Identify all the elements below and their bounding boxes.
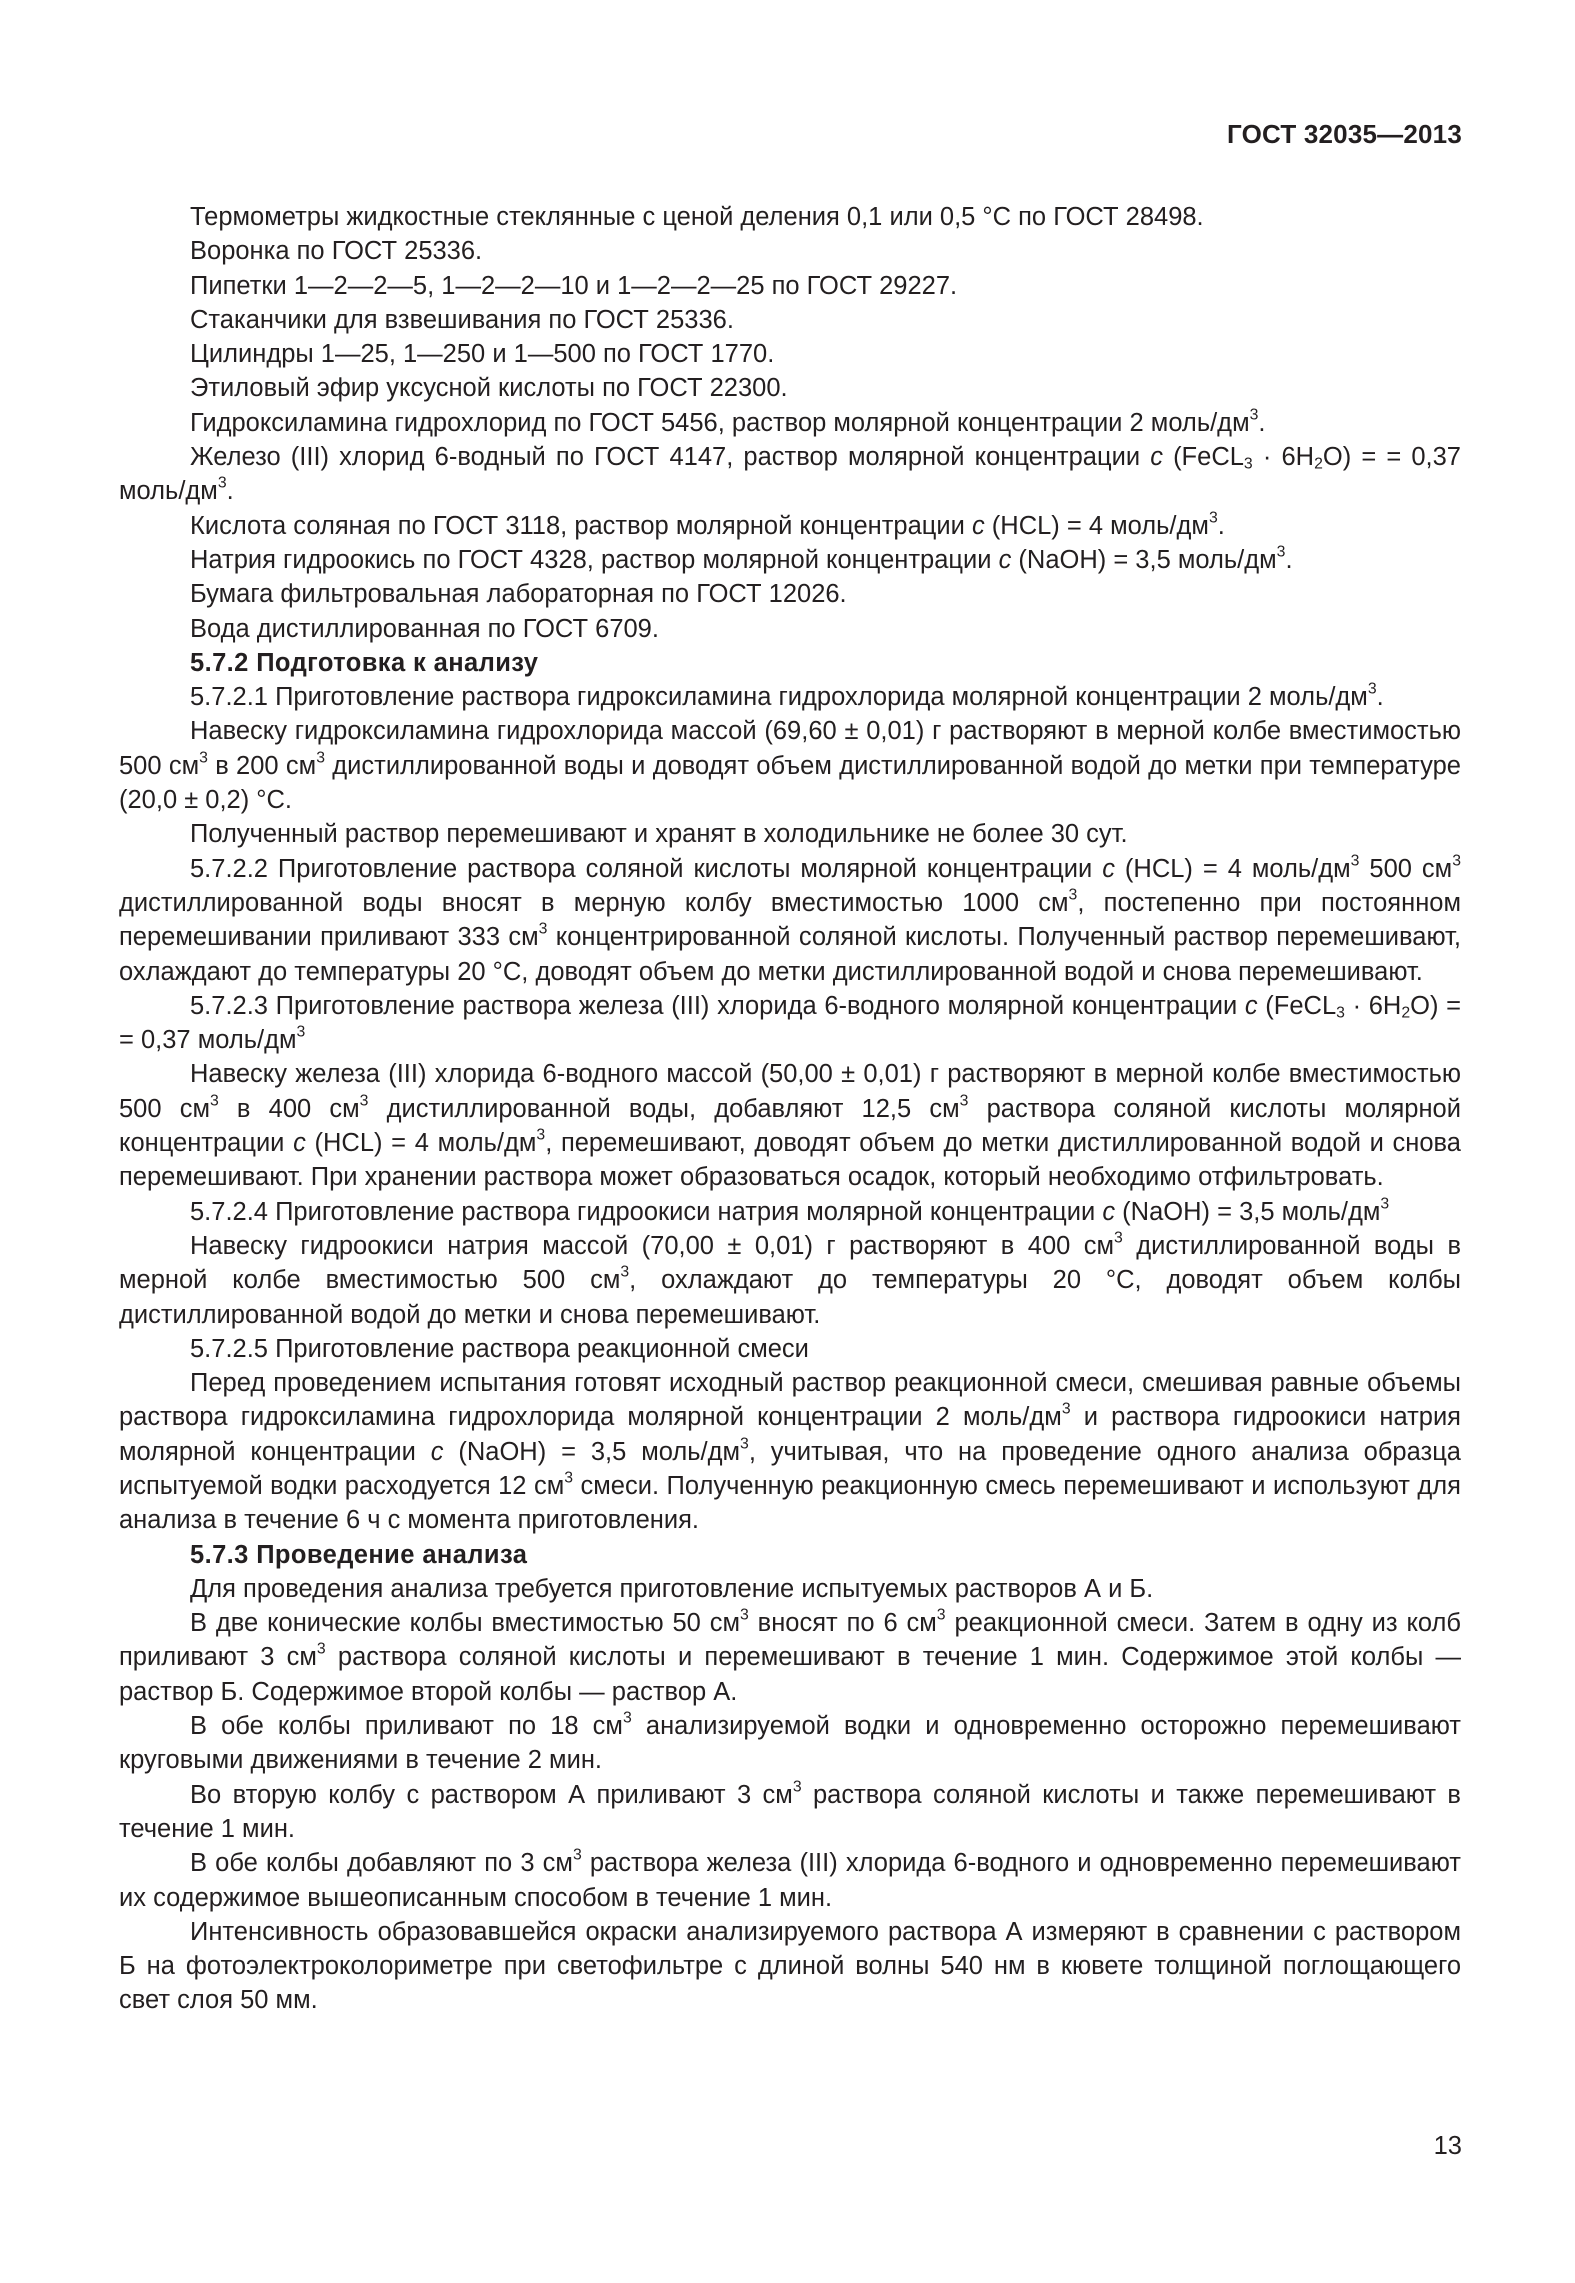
page-number: 13 xyxy=(1433,2132,1462,2160)
paragraph: В обе колбы приливают по 18 $см^3$ анализируемой водки и одновременно осторожно перемешивают круговыми движениями в течение 2 мин. xyxy=(119,1709,1461,1775)
paragraph: В две конические колбы вместимостью 50 $см^3$ вносят по 6 $см^3$ реакционной смеси. Затем в одну из колб приливают 3 $см^3$ раствора соляной кислоты и перемешивают в течение 1 мин. Содержимое этой колбы — раствор Б. Содержимое второй колбы — раствор А. xyxy=(119,1606,1462,1706)
paragraph: 5.7.2.3 Приготовление раствора железа (III) хлорида 6-водного молярной концентрации с (FeCL$_3$ · $6H_2O$) = = 0,37 моль/$дм^3$ xyxy=(119,991,1462,1055)
header-doc-code: ГОСТ 32035—2013 xyxy=(1227,119,1462,149)
paragraph: Перед проведением испытания готовят исходный раствор реакционной смеси, смешивая равные объемы раствора гидроксиламина гидрохлорида молярной концентрации 2 моль/$дм^3$ и раствора гидроокиси натрия молярной концентрации с (NaOH) = 3,5 моль/$дм^3$, учитывая, что на проведение одного анализа образца испытуемой водки расходуется 12 $см^3$ смеси. Полученную реакционную смесь перемешивают и используют для анализа в течение 6 ч с момента приготовления. xyxy=(119,1369,1461,1535)
paragraph: Полученный раствор перемешивают и хранят в холодильнике не более 30 сут. xyxy=(190,820,1128,849)
paragraph: Интенсивность образовавшейся окраски анализируемого раствора А измеряют в сравнении с раствором Б на фотоэлектроколориметре при светофильтре с длиной волны 540 нм в кювете толщиной поглощающего свет слоя 50 мм. xyxy=(119,1917,1461,2015)
section-heading-5-7-2: 5.7.2 Подготовка к анализу xyxy=(190,648,539,677)
paragraph: 5.7.2.2 Приготовление раствора соляной кислоты молярной концентрации с (HCL) = 4 моль/$дм^3$ 500 $см^3$ дистиллированной воды вносят в мерную колбу вместимостью 1000 $см^3$, постепенно при постоянном перемешивании приливают 333 $см^3$ концентрированной соляной кислоты. Полученный раствор перемешивают, охлаждают до температуры 20 °С, доводят объем до метки дистиллированной водой и снова перемешивают. xyxy=(119,852,1461,986)
list-item: Термометры жидкостные стеклянные с ценой деления 0,1 или 0,5 °С по ГОСТ 28498. xyxy=(190,203,1204,231)
paragraph: Навеску железа (III) хлорида 6-водного массой (50,00 ± 0,01) г растворяют в мерной колбе вместимостью 500 $см^3$ в 400 $см^3$ дистиллированной воды, добавляют 12,5 $см^3$ раствора соляной кислоты молярной концентрации с (HCL) = 4 моль/$дм^3$, перемешивают, доводят объем до метки дистиллированной водой и снова перемешивают. При хранении раствора может образоваться осадок, который необходимо отфильтровать. xyxy=(119,1060,1461,1192)
paragraph: 5.7.2.4 Приготовление раствора гидроокиси натрия молярной концентрации с (NaOH) = 3,5 моль/$дм^3$ xyxy=(190,1195,1390,1226)
list-item: Кислота соляная по ГОСТ 3118, раствор молярной концентрации с (HCL) = 4 моль/$дм^3$. xyxy=(190,509,1225,540)
list-item: Бумага фильтровальная лабораторная по ГОСТ 12026. xyxy=(190,580,847,609)
list-item: Пипетки 1—2—2—5, 1—2—2—10 и 1—2—2—25 по ГОСТ 29227. xyxy=(190,271,958,300)
list-item: Этиловый эфир уксусной кислоты по ГОСТ 22300. xyxy=(190,374,788,403)
list-item: Гидроксиламина гидрохлорид по ГОСТ 5456, раствор молярной концентрации 2 моль/$дм^3$. xyxy=(190,406,1266,437)
list-item: Железо (III) хлорид 6-водный по ГОСТ 4147, раствор молярной концентрации с (FeCL$_3$ · $6H_2O$) = = 0,37 моль/$дм^3$. xyxy=(119,443,1461,506)
list-item: Натрия гидроокись по ГОСТ 4328, раствор молярной концентрации с (NaOH) = 3,5 моль/$дм^3$. xyxy=(190,543,1293,574)
paragraph: Во вторую колбу с раствором А приливают 3 $см^3$ раствора соляной кислоты и также перемешивают в течение 1 мин. xyxy=(119,1778,1461,1843)
list-item: Стаканчики для взвешивания по ГОСТ 25336. xyxy=(190,305,734,334)
list-item: Цилиндры 1—25, 1—250 и 1—500 по ГОСТ 1770. xyxy=(190,340,775,369)
section-heading-5-7-3: 5.7.3 Проведение анализа xyxy=(190,1540,528,1569)
body-text xyxy=(119,200,1461,2018)
list-item: Воронка по ГОСТ 25336. xyxy=(190,237,483,266)
paragraph: Навеску гидроксиламина гидрохлорида массой (69,60 ± 0,01) г растворяют в мерной колбе вместимостью 500 $см^3$ в 200 $см^3$ дистиллированной воды и доводят объем дистиллированной водой до метки при температуре (20,0 ± 0,2) °С. xyxy=(119,717,1461,815)
paragraph: 5.7.2.5 Приготовление раствора реакционной смеси xyxy=(190,1334,809,1363)
paragraph: Навеску гидроокиси натрия массой (70,00 ± 0,01) г растворяют в 400 $см^3$ дистиллированной воды в мерной колбе вместимостью 500 $см^3$, охлаждают до температуры 20 °С, доводят объем колбы дистиллированной водой до метки и снова перемешивают. xyxy=(119,1229,1461,1329)
list-item: Вода дистиллированная по ГОСТ 6709. xyxy=(190,614,659,643)
paragraph: 5.7.2.1 Приготовление раствора гидроксиламина гидрохлорида молярной концентрации 2 моль/$дм^3$. xyxy=(190,680,1384,712)
paragraph: Для проведения анализа требуется приготовление испытуемых растворов А и Б. xyxy=(190,1574,1154,1603)
paragraph: В обе колбы добавляют по 3 $см^3$ раствора железа (III) хлорида 6-водного и одновременно перемешивают их содержимое вышеописанным способом в течение 1 мин. xyxy=(119,1846,1461,1912)
